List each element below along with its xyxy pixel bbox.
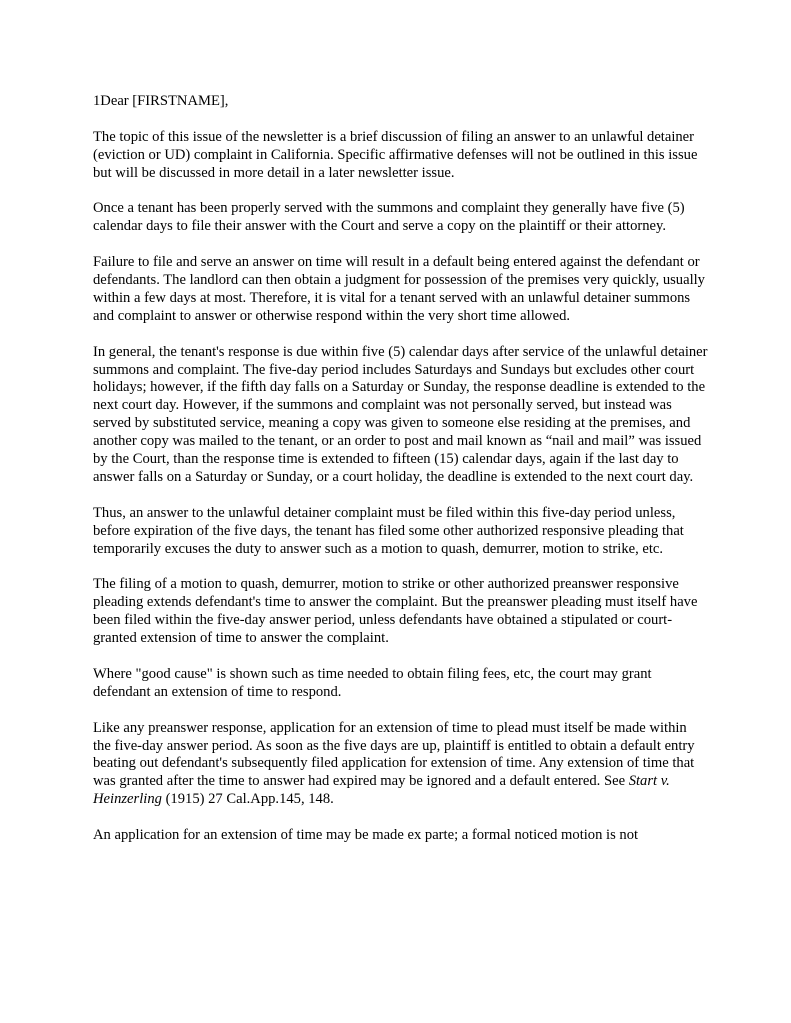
paragraph-response-deadline: In general, the tenant's response is due within five (5) calendar days after service of the unlawful detainer summons and complaint. The five-day period includes Saturdays and Sundays but excludes other court holidays; however, if the fifth day falls on a Saturday or Sunday, the response deadline is extended to the next court day. However, if the summons and complaint was not personally served, but instead was served by substituted service, meaning a copy was given to someone else residing at the premises, and another copy was mailed to the tenant, or an order to post and mail known as “nail and mail” was issued by the Court, than the response time is extended to fifteen (15) calendar days, again if the last day to answer falls on a Saturday or Sunday, or a court holiday, the deadline is extended to the next court day. [93,343,708,485]
paragraph-extension-of-time [93,720,708,810]
paragraph-good-cause: Where "good cause" is shown such as time needed to obtain filing fees, etc, the court may grant defendant an extension of time to respond. [93,665,652,700]
document-body [93,93,708,845]
paragraph-ex-parte: An application for an extension of time may be made ex parte; a formal noticed motion is not [93,827,639,844]
case-citation: Start v. Heinzerling [93,773,670,808]
paragraph-topic: The topic of this issue of the newsletter is a brief discussion of filing an answer to an unlawful detainer (eviction or UD) complaint in California. Specific affirmative defenses will not be outlined in this issue but will be discussed in more detail in a later newsletter issue. [93,128,698,181]
paragraph-preanswer-motions: The filing of a motion to quash, demurrer, motion to strike or other authorized preanswer responsive pleading extends defendant's time to answer the complaint. But the preanswer pleading must itself have been filed within the five-day answer period, unless defendants have obtained a stipulated or court-granted extension of time to answer the complaint. [93,576,698,647]
salutation: 1Dear [FIRSTNAME], [93,93,229,109]
extension-text-before: Like any preanswer response, application for an extension of time to plead must itself be made within the five-day answer period. As soon as the five days are up, plaintiff is entitled to obtain a default entry beating out defendant's subsequently filed application for extension of time. Any extension of time that was granted after the time to answer had expired may be ignored and a default entered. See [93,719,695,790]
extension-text-after: (1915) 27 Cal.App.145, 148. [161,791,334,808]
paragraph-default: Failure to file and serve an answer on time will result in a default being entered against the defendant or defendants. The landlord can then obtain a judgment for possession of the premises very quickly, usually within a few days at most. Therefore, it is vital for a tenant served with an unlawful detainer summons and complaint to answer or otherwise respond within the very short time allowed. [93,254,705,324]
paragraph-service: Once a tenant has been properly served with the summons and complaint they generally have five (5) calendar days to file their answer with the Court and serve a copy on the plaintiff or their attorney. [93,200,685,235]
paragraph-five-day-period: Thus, an answer to the unlawful detainer complaint must be filed within this five-day period unless, before expiration of the five days, the tenant has filed some other authorized responsive pleading that temporarily excuses the duty to answer such as a motion to quash, demurrer, motion to strike, etc. [93,504,684,557]
